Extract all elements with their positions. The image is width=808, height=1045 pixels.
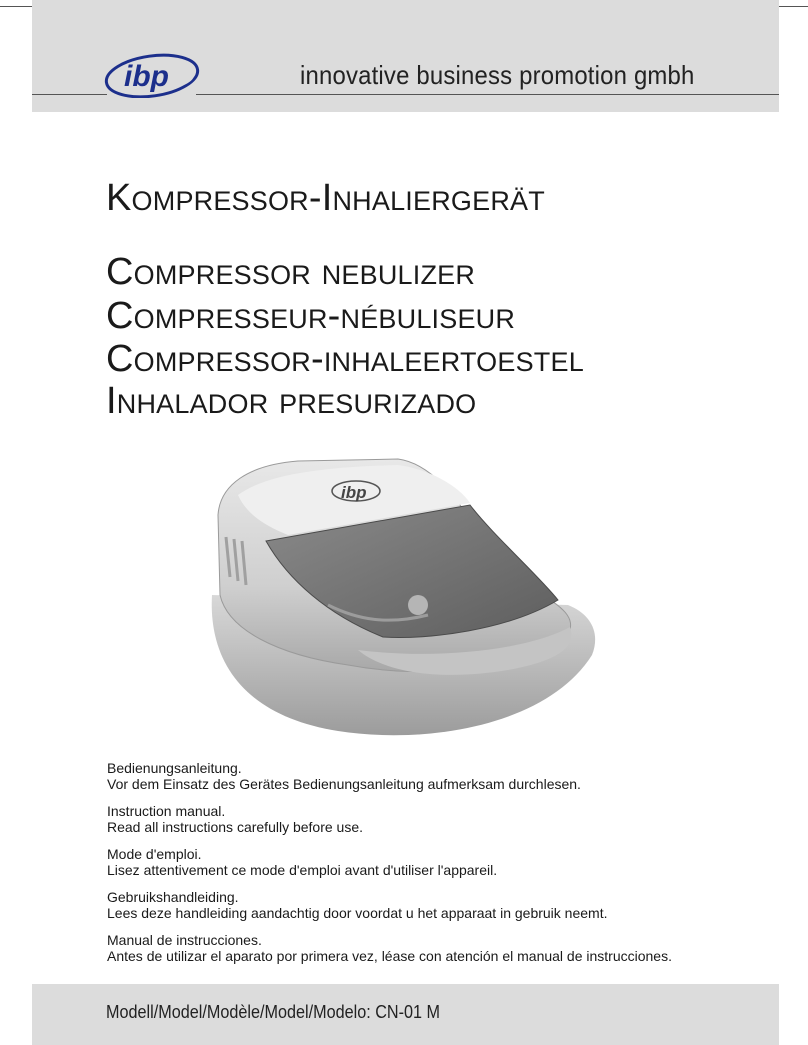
instructions-section [107,760,747,975]
model-number: Modell/Model/Modèle/Model/Modelo: CN-01 M [106,1002,441,1022]
instruction-block-nl [107,889,747,921]
header-divider-right [196,94,779,95]
instruction-heading: Bedienungsanleitung. [107,760,242,776]
instruction-block-de [107,760,747,792]
instruction-text: Vor dem Einsatz des Gerätes Bedienungsanleitung aufmerksam durchlesen. [107,776,581,792]
instruction-text: Antes de utilizar el aparato por primera vez, léase con atención el manual de instrucciones. [107,948,672,964]
title-en: Compressor nebulizer [106,251,476,293]
ibp-logo [102,50,202,98]
instruction-text: Lisez attentivement ce mode d'emploi avant d'utiliser l'appareil. [107,862,498,878]
title-de: Kompressor-Inhaliergerät [106,177,545,219]
instruction-block-fr [107,846,747,878]
instruction-heading: Instruction manual. [107,803,226,819]
instruction-block-es [107,932,747,964]
instruction-block-en [107,803,747,835]
company-name: innovative business promotion gmbh [300,60,695,90]
instruction-heading: Gebruikshandleiding. [107,889,239,905]
instruction-heading: Manual de instrucciones. [107,932,262,948]
instruction-heading: Mode d'emploi. [107,846,202,862]
header-divider-top-right [779,6,808,7]
instruction-text: Read all instructions carefully before use. [107,819,364,835]
title-es: Inhalador presurizado [106,380,477,422]
header-divider-left [32,94,107,95]
instruction-text: Lees deze handleiding aandachtig door voordat u het apparaat in gebruik neemt. [107,905,608,921]
ibp-logo-text: ibp [124,60,169,93]
header-divider-top [0,6,32,7]
device-brand-label: ibp [341,483,367,502]
title-fr: Compresseur-nébuliseur [106,295,516,337]
nebulizer-device-image [208,455,600,740]
title-nl: Compressor-inhaleertoestel [106,338,584,380]
